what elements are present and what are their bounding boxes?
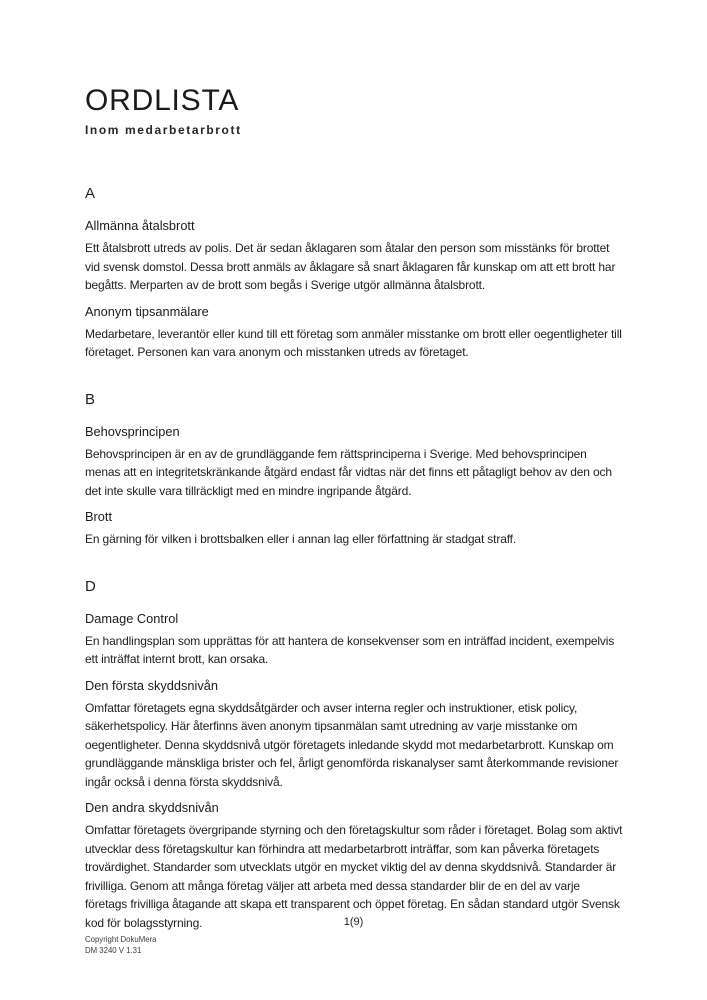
section-entries [85, 610, 625, 933]
entry-term: Den första skyddsnivån [85, 677, 219, 693]
entry-definition: Omfattar företagets övergripande styrning och den företagskultur som råder i företaget. Bolag som aktivt utvecklar dess företagskultur kan förhindra att medarbetarbrott inträffar, som kan påverka företagets trovärdighet. Standarder som utvecklats utgör en mycket viktig del av denna skyddsnivå. Standarder är frivilliga. Genom att många företag väljer att arbeta med dessa standarder blir de en del av varje företags frivilliga åtagande att skapa ett transparent och öppet företag. En sådan standard utgör Svensk kod för bolagsstyrning. [85, 823, 623, 930]
glossary-entry [85, 303, 625, 362]
section-letter: A [85, 185, 96, 202]
entry-term: Anonym tipsanmälare [85, 303, 209, 319]
entry-definition: Behovsprincipen är en av de grundläggande fem rättsprinciperna i Sverige. Med behovsprincipen menas att en integritetskränkande åtgärd endast får vidtas när det finns ett påtagligt behov av den och det inte skulle vara tillräckligt med en mindre ingripande åtgärd. [85, 446, 612, 498]
glossary-entry [85, 610, 625, 669]
glossary-entry [85, 423, 625, 501]
glossary-entry [85, 508, 625, 549]
glossary-entry [85, 799, 625, 932]
glossary-sections [85, 184, 625, 932]
section-entries [85, 423, 625, 549]
entry-term: Damage Control [85, 610, 179, 626]
footer-copyright: Copyright DokuMera [85, 935, 157, 944]
section-entries [85, 217, 625, 362]
entry-definition: En gärning för vilken i brottsbalken eller i annan lag eller författning är stadgat straff. [85, 532, 517, 546]
page-footer [85, 935, 157, 956]
entry-term: Brott [85, 509, 113, 524]
section-letter: D [85, 577, 96, 595]
entry-definition: Medarbetare, leverantör eller kund till ett företag som anmäler misstanke om brott eller oegentligheter till företaget. Personen kan vara anonym och misstanken utreds av företaget. [85, 326, 622, 359]
entry-definition: Omfattar företagets egna skyddsåtgärder och avser interna regler och instruktioner, etisk policy, säkerhetspolicy. Här återfinns även anonym tipsanmälan samt utredning av varje misstanke om oegentligheter. Denna skyddsnivå utgör företagets inledande skydd mot medarbetarbrott. Kunskap om grundläggande mänskliga brister och fel, årligt genomförda riskanalyser samt återkommande revisioner ingår också i denna första skyddsnivå. [85, 700, 619, 789]
entry-definition: En handlingsplan som upprättas för att hantera de konsekvenser som en inträffad incident, exempelvis ett inträffat internt brott, kan orsaka. [85, 633, 615, 666]
entry-term: Den andra skyddsnivån [85, 800, 219, 815]
page-title: ORDLISTA [85, 84, 240, 117]
document-content [85, 84, 625, 932]
page-number: 1(9) [343, 916, 364, 928]
glossary-entry [85, 677, 625, 792]
section-letter: B [85, 390, 96, 408]
page-subtitle: Inom medarbetarbrott [85, 123, 242, 137]
glossary-entry [85, 217, 625, 295]
entry-term: Behovsprincipen [85, 423, 180, 439]
glossary-section [85, 390, 625, 549]
entry-definition: Ett åtalsbrott utreds av polis. Det är sedan åklagaren som åtalar den person som misstänks för brottet vid svensk domstol. Dessa brott anmäls av åklagare så snart åklagaren får kunskap om att ett brott har begåtts. Merparten av de brott som begås i Sverige utgör allmänna åtalsbrott. [85, 241, 616, 292]
entry-term: Allmänna åtalsbrott [85, 218, 195, 233]
footer-doc-id: DM 3240 V 1.31 [85, 945, 142, 955]
glossary-section [85, 184, 625, 362]
glossary-section [85, 577, 625, 933]
